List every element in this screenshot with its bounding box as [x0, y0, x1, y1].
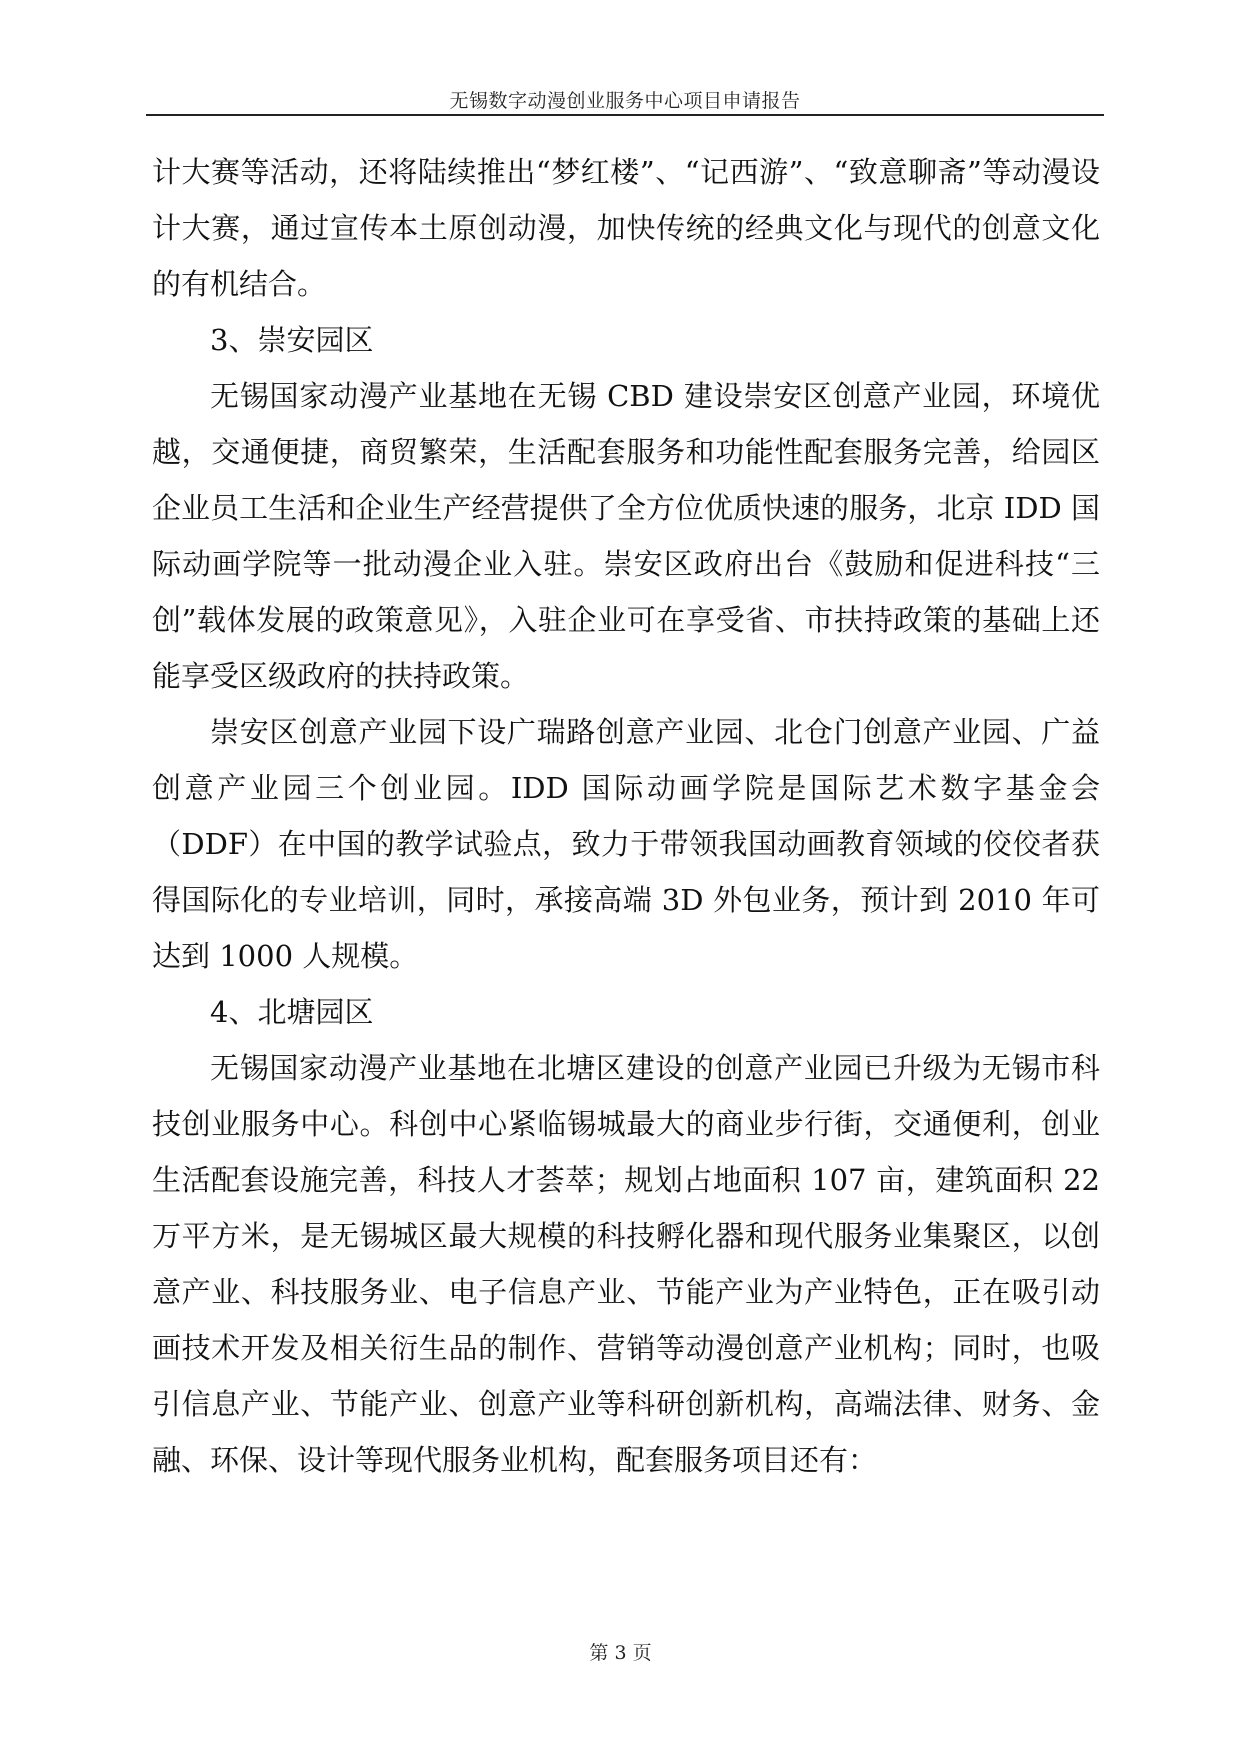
page-header-title: 无锡数字动漫创业服务中心项目申请报告: [449, 90, 801, 112]
header-divider: [146, 114, 1104, 116]
paragraph-chongan-parks: 崇安区创意产业园下设广瑞路创意产业园、北仓门创意产业园、广益创意产业园三个创业园。IDD 国际动画学院是国际艺术数字基金会（DDF）在中国的教学试验点，致力于带领我国动画教育领域的佼佼者获得国际化的专业培训，同时，承接高端 3D 外包业务，预计到 2010 年可达到 1000 人规模。: [152, 715, 1100, 973]
paragraph-beitang-overview: 无锡国家动漫产业基地在北塘区建设的创意产业园已升级为无锡市科技创业服务中心。科创中心紧临锡城最大的商业步行街，交通便利，创业生活配套设施完善，科技人才荟萃；规划占地面积 107 亩，建筑面积 22 万平方米，是无锡城区最大规模的科技孵化器和现代服务业集聚区，以创意产业、科技服务业、电子信息产业、节能产业为产业特色，正在吸引动画技术开发及相关衍生品的制作、营销等动漫创意产业机构；同时，也吸引信息产业、节能产业、创意产业等科研创新机构，高端法律、财务、金融、环保、设计等现代服务业机构，配套服务项目还有：: [152, 1051, 1100, 1477]
section-heading-chongan: 3、崇安园区: [210, 323, 374, 357]
paragraph-continued: 计大赛等活动，还将陆续推出“梦红楼”、“记西游”、“致意聊斋”等动漫设计大赛，通过宣传本土原创动漫，加快传统的经典文化与现代的创意文化的有机结合。: [152, 155, 1100, 301]
page-number: 第 3 页: [589, 1642, 652, 1664]
section-heading-beitang: 4、北塘园区: [210, 995, 374, 1029]
document-body: [152, 144, 1100, 1488]
paragraph-chongan-overview: 无锡国家动漫产业基地在无锡 CBD 建设崇安区创意产业园，环境优越，交通便捷，商贸繁荣，生活配套服务和功能性配套服务完善，给园区企业员工生活和企业生产经营提供了全方位优质快速的服务，北京 IDD 国际动画学院等一批动漫企业入驻。崇安区政府出台《鼓励和促进科技“三创”载体发展的政策意见》，入驻企业可在享受省、市扶持政策的基础上还能享受区级政府的扶持政策。: [152, 379, 1100, 693]
